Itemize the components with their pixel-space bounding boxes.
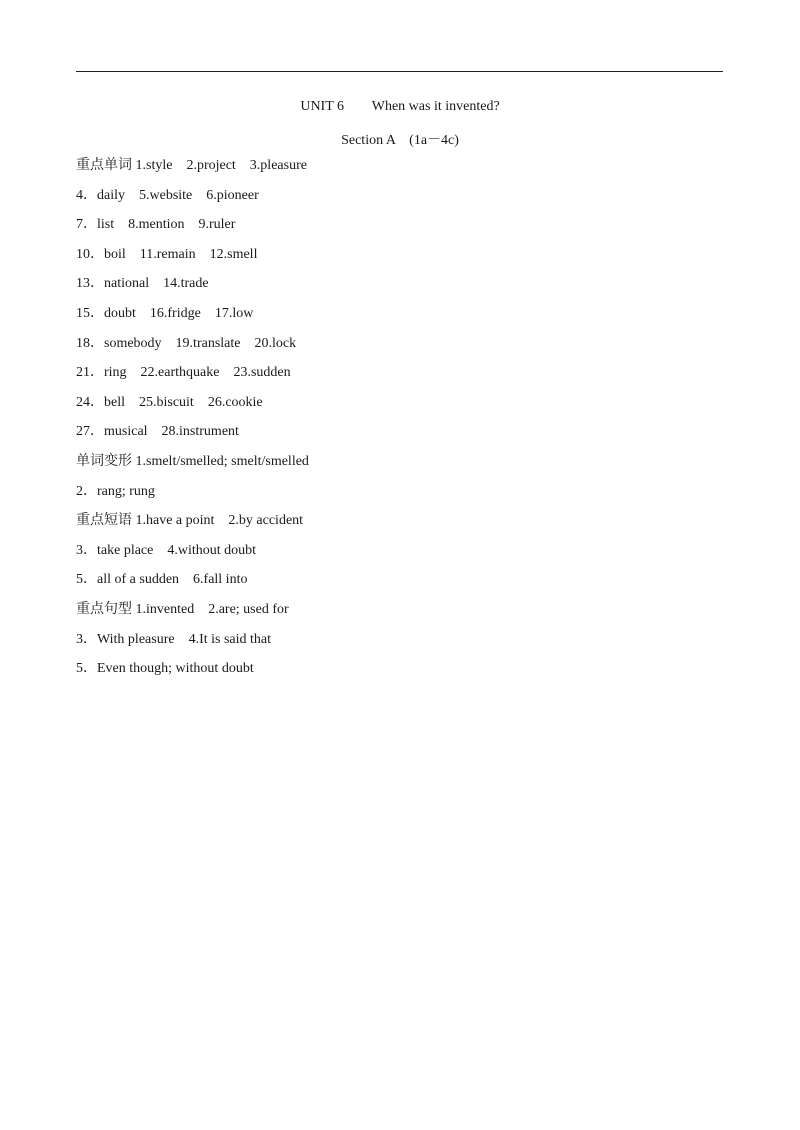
unit-title: UNIT 6 When was it invented? <box>300 99 500 114</box>
answer-line: 重点句型 1.invented 2.are; used for <box>76 601 289 617</box>
answer-line: 5．Even though; without doubt <box>76 661 254 677</box>
answer-line: 7．list 8.mention 9.ruler <box>76 217 236 233</box>
answer-line: 13．national 14.trade <box>76 276 209 292</box>
answer-line: 4．daily 5.website 6.pioneer <box>76 187 259 203</box>
section-title: Section A (1a－4c) <box>341 133 459 148</box>
answer-list <box>76 156 716 689</box>
answer-line: 单词变形 1.smelt/smelled; smelt/smelled <box>76 453 309 469</box>
answer-line: 15．doubt 16.fridge 17.low <box>76 305 254 321</box>
answer-line: 3．With pleasure 4.It is said that <box>76 631 272 647</box>
answer-line: 5．all of a sudden 6.fall into <box>76 572 248 588</box>
header-rule <box>76 71 723 72</box>
answer-line: 3．take place 4.without doubt <box>76 542 257 558</box>
answer-line: 重点单词 1.style 2.project 3.pleasure <box>76 158 307 173</box>
answer-line: 21．ring 22.earthquake 23.sudden <box>76 365 291 381</box>
answer-line: 24．bell 25.biscuit 26.cookie <box>76 394 263 410</box>
answer-line: 2．rang; rung <box>76 483 155 499</box>
answer-line: 10．boil 11.remain 12.smell <box>76 246 258 262</box>
answer-line: 27．musical 28.instrument <box>76 424 239 440</box>
answer-line: 18．somebody 19.translate 20.lock <box>76 335 297 351</box>
answer-line: 重点短语 1.have a point 2.by accident <box>76 513 304 529</box>
